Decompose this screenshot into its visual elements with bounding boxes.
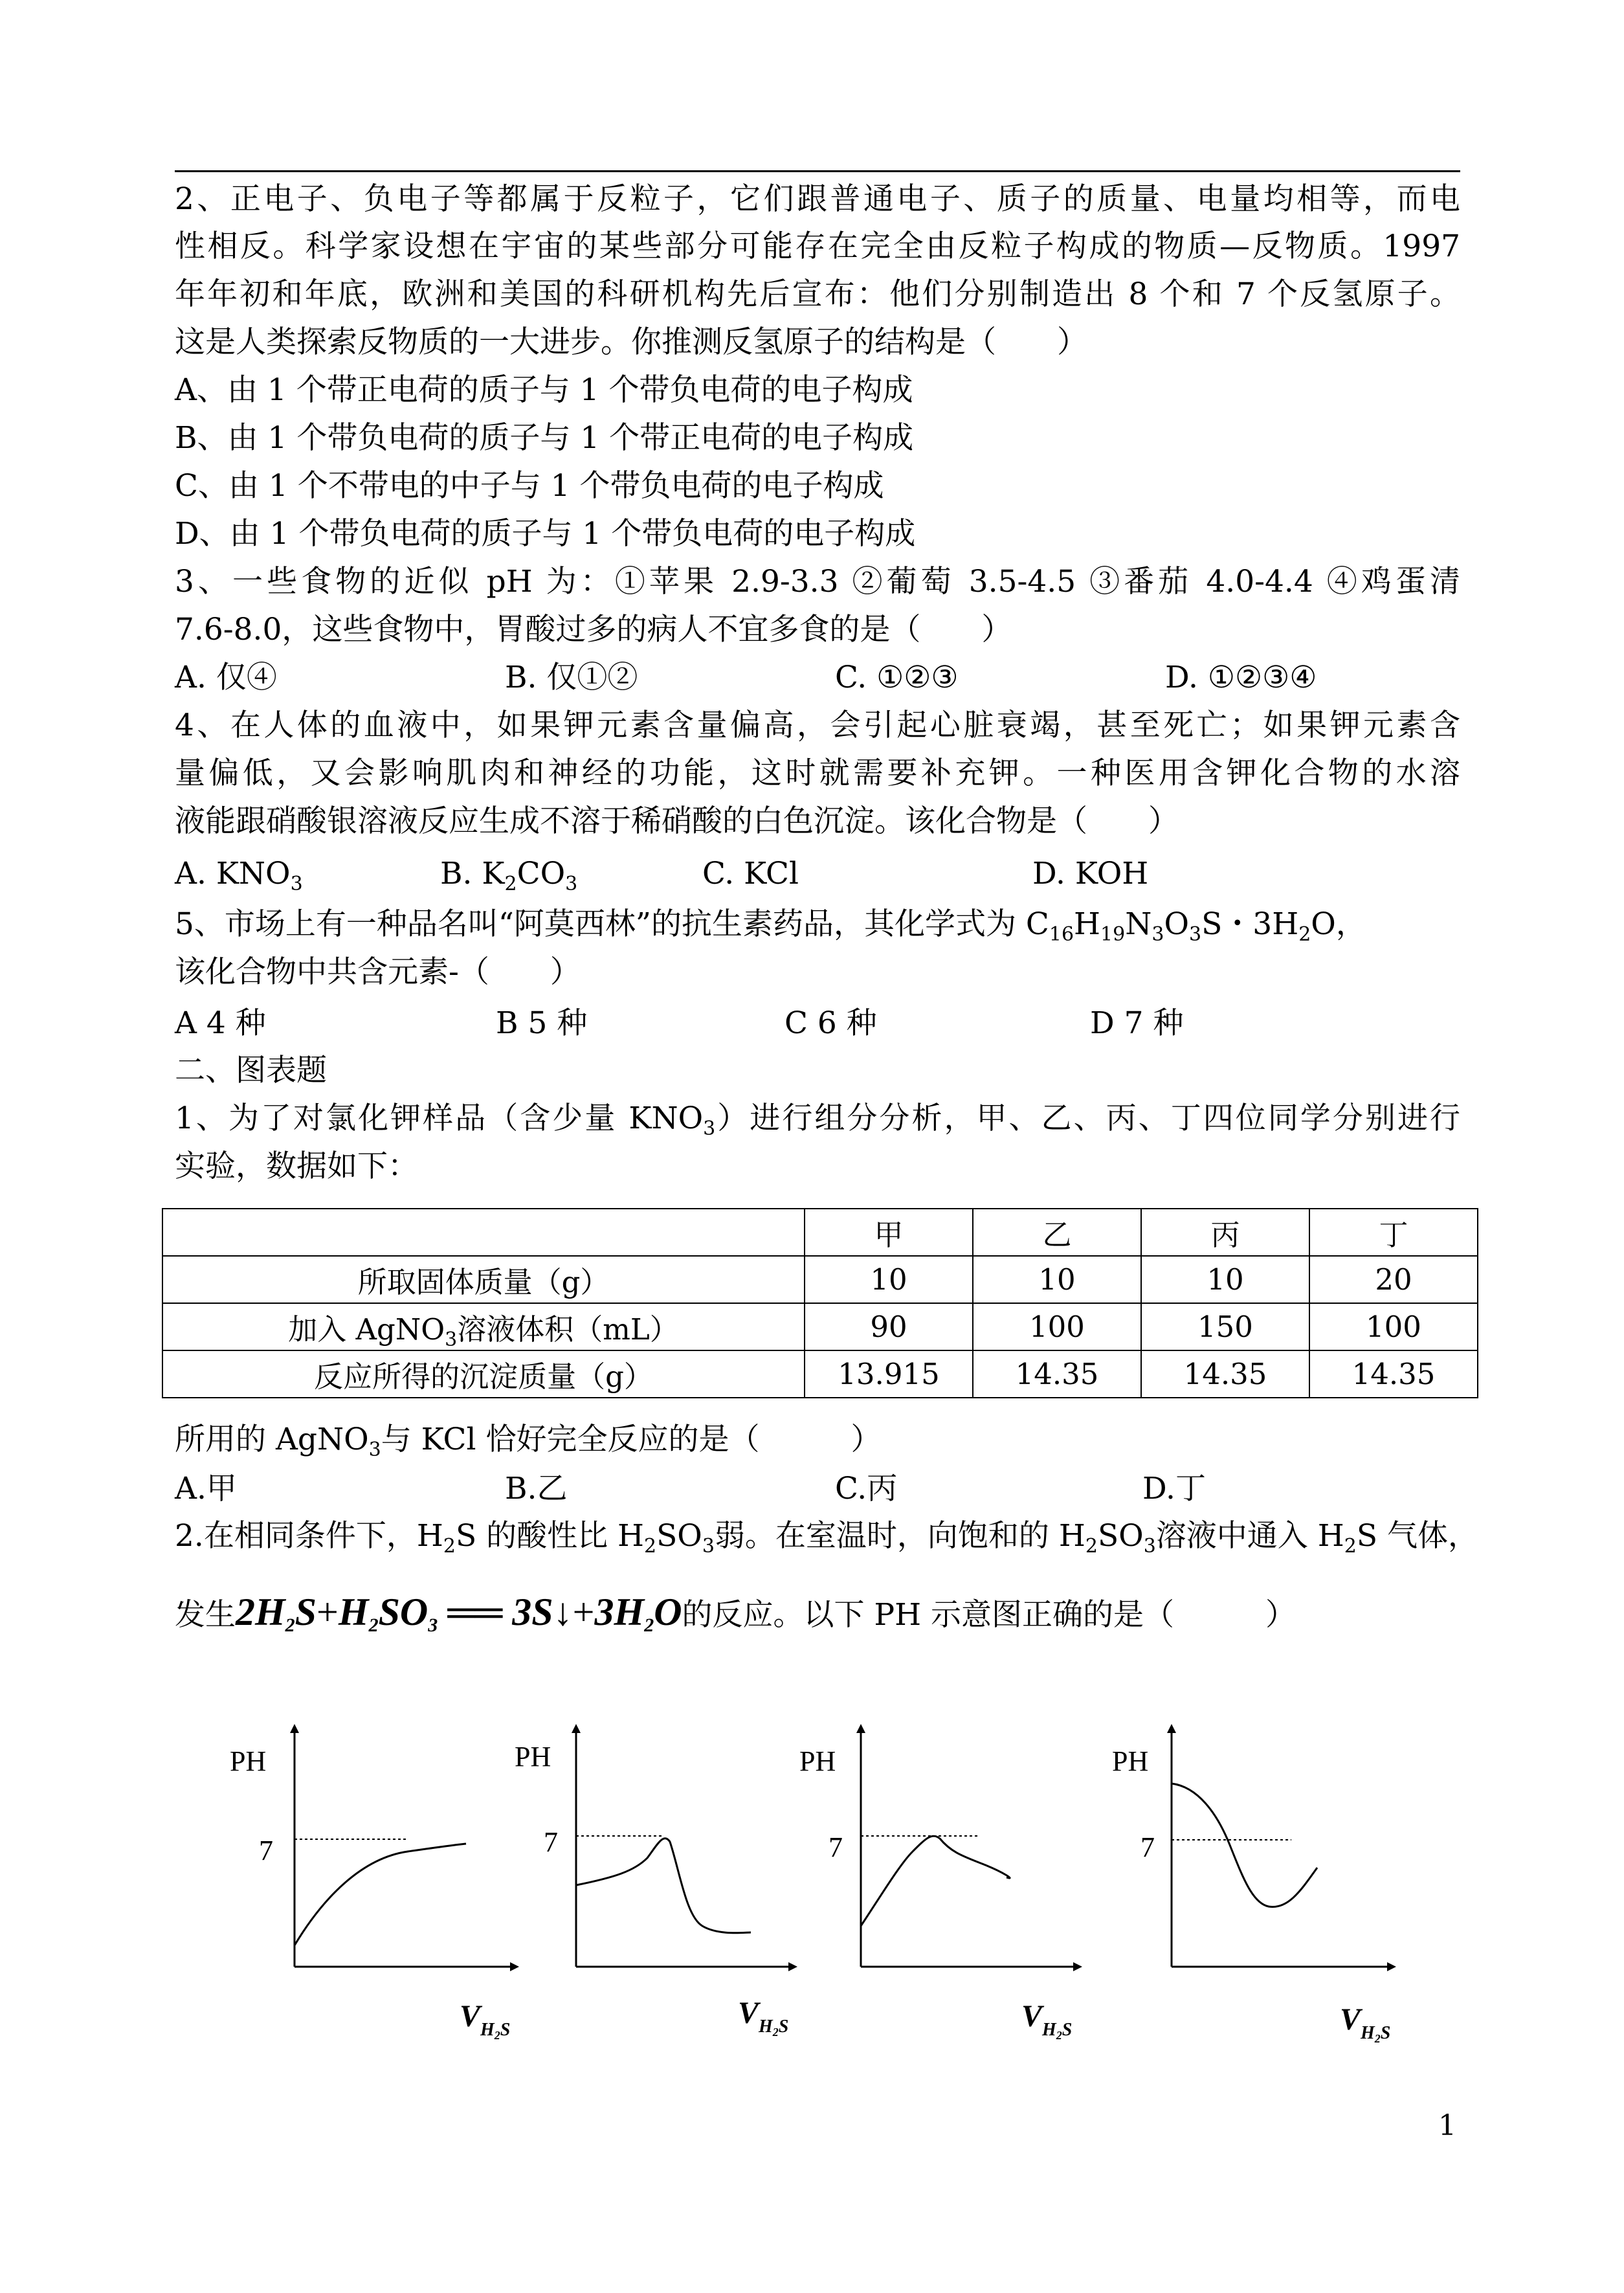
- table-cell: 反应所得的沉淀质量（g）: [162, 1350, 805, 1398]
- q2-line-1: 2、正电子、负电子等都属于反粒子，它们跟普通电子、质子的质量、电量均相等，而电: [175, 181, 1460, 217]
- q5-line-1: 5、市场上有一种品名叫“阿莫西林”的抗生素药品，其化学式为 $C_{16}H_{19}N_3O_3S$・$3H_2O$，: [175, 906, 1366, 946]
- q2-option-a: A、由 1 个带正电荷的质子与 1 个带负电荷的电子构成: [175, 372, 913, 408]
- table-cell: 10: [805, 1256, 973, 1303]
- q4-option-c: C. KCl: [702, 856, 799, 891]
- q4-line-2: 量偏低，又会影响肌肉和神经的功能，这时就需要补充钾。一种医用含钾化合物的水溶: [175, 755, 1460, 791]
- page-number: 1: [1438, 2109, 1456, 2142]
- q5-option-d: D 7 种: [1090, 1005, 1184, 1041]
- q3-option-d: D. ①②③④: [1165, 660, 1317, 695]
- q5-option-b: B 5 种: [496, 1005, 588, 1041]
- q4-option-b: B. $K_2CO_3$: [440, 856, 578, 895]
- table-row: [162, 1303, 1478, 1350]
- curve: [576, 1839, 751, 1933]
- table-cell: 所取固体质量（g）: [162, 1256, 805, 1303]
- table-cell: 10: [1141, 1256, 1309, 1303]
- q4-line-3: 液能跟硝酸银溶液反应生成不溶于稀硝酸的白色沉淀。该化合物是（ ）: [175, 803, 1179, 839]
- graph-a: [230, 1728, 515, 2042]
- q2-line-3: 年年初和年底，欧洲和美国的科研机构先后宣布：他们分别制造出 8 个和 7 个反氢原子。: [175, 276, 1460, 312]
- y-axis-label: PH: [515, 1741, 551, 1773]
- graph-d: [1112, 1728, 1392, 2045]
- ref-label: 7: [259, 1835, 273, 1866]
- table-header-row: [162, 1209, 1478, 1256]
- table-cell: 150: [1141, 1303, 1309, 1350]
- table-cell: 14.35: [1309, 1350, 1478, 1398]
- q4-option-d: D. KOH: [1032, 856, 1149, 891]
- table-header-cell: 甲: [805, 1209, 973, 1256]
- table-header-cell: 丙: [1141, 1209, 1309, 1256]
- q4-option-a: A. $KNO_3$: [175, 856, 303, 895]
- table-cell: 13.915: [805, 1350, 973, 1398]
- y-axis-label: PH: [1112, 1745, 1149, 1777]
- graph-c: [799, 1728, 1078, 2042]
- q2-option-d: D、由 1 个带负电荷的质子与 1 个带负电荷的电子构成: [175, 516, 916, 552]
- table-cell: 20: [1309, 1256, 1478, 1303]
- q3-line-2: 7.6-8.0，这些食物中，胃酸过多的病人不宜多食的是（ ）: [175, 612, 1012, 647]
- table-cell: 100: [1309, 1303, 1478, 1350]
- t1-option-a: A.甲: [175, 1471, 237, 1506]
- t1-option-d: D.丁: [1142, 1471, 1206, 1506]
- reaction-equation: $2H_2S+H_2SO_3$ ══ $3S↓+3H_2O$: [236, 1591, 682, 1636]
- curve: [861, 1836, 1010, 1926]
- table-header-cell: 丁: [1309, 1209, 1478, 1256]
- q2-option-b: B、由 1 个带负电荷的质子与 1 个带正电荷的电子构成: [175, 420, 914, 456]
- y-axis-label: PH: [230, 1745, 267, 1777]
- q2-line-4: 这是人类探索反物质的一大进步。你推测反氢原子的结构是（ ）: [175, 324, 1087, 360]
- t1-question: 所用的 AgNO$_3$与 KCl 恰好完全反应的是（ ）: [175, 1422, 882, 1461]
- table-cell: 90: [805, 1303, 973, 1350]
- section-title: 二、图表题: [175, 1053, 327, 1088]
- q3-option-a: A. 仅④: [175, 660, 277, 695]
- q2-line-2: 性相反。科学家设想在宇宙的某些部分可能存在完全由反粒子构成的物质—反物质。1997: [175, 229, 1460, 264]
- t1-line-1: 1、为了对氯化钾样品（含少量 $KNO_3$）进行组分分析，甲、乙、丙、丁四位同学分别进行: [175, 1101, 1460, 1140]
- t1-line-2: 实验，数据如下：: [175, 1148, 418, 1184]
- x-axis-label: $V_H2S$: [460, 1999, 511, 2042]
- q3-line-1: 3、一些食物的近似 pH 为：①苹果 2.9-3.3 ②葡萄 3.5-4.5 ③番茄 4.0-4.4 ④鸡蛋清: [175, 564, 1460, 599]
- q3-option-b: B. 仅①②: [505, 660, 638, 695]
- table-row: [162, 1256, 1478, 1303]
- x-axis-label: $V_H2S$: [738, 1996, 789, 2039]
- x-axis-label: $V_H2S$: [1340, 2002, 1391, 2045]
- t1-option-c: C.丙: [835, 1471, 898, 1506]
- curve: [1172, 1784, 1317, 1907]
- table-cell: 14.35: [1141, 1350, 1309, 1398]
- q4-line-1: 4、在人体的血液中，如果钾元素含量偏高，会引起心脏衰竭，甚至死亡；如果钾元素含: [175, 708, 1460, 743]
- table-cell: 加入 AgNO$_3$溶液体积（mL）: [162, 1303, 805, 1350]
- table-cell: 10: [973, 1256, 1141, 1303]
- curve: [295, 1844, 466, 1945]
- ph-graphs: [0, 1683, 1624, 2046]
- x-axis-label: $V_H2S$: [1021, 1999, 1073, 2042]
- table-header-cell: 乙: [973, 1209, 1141, 1256]
- q2-option-c: C、由 1 个不带电的中子与 1 个带负电荷的电子构成: [175, 468, 884, 504]
- ref-label: 7: [544, 1826, 558, 1858]
- data-table: [162, 1208, 1478, 1398]
- t2-line-2: 发生$2H_2S+H_2SO_3$ ══ $3S↓+3H_2O$的反应。以下 PH 示意图正确的是（ ）: [175, 1591, 1296, 1636]
- ref-label: 7: [1140, 1831, 1155, 1863]
- table-row: [162, 1350, 1478, 1398]
- t2-line-1: 2.在相同条件下，$H_2S$ 的酸性比 $H_2SO_3$弱。在室温时，向饱和的 $H_2SO_3$溶液中通入 $H_2S$ 气体，: [175, 1518, 1478, 1558]
- q5-option-a: A 4 种: [175, 1005, 266, 1041]
- graph-b: [515, 1728, 793, 2039]
- y-axis-label: PH: [799, 1745, 836, 1777]
- table-header-cell: [162, 1209, 805, 1256]
- t1-option-b: B.乙: [505, 1471, 568, 1506]
- table-cell: 100: [973, 1303, 1141, 1350]
- ref-label: 7: [829, 1831, 843, 1863]
- table-cell: 14.35: [973, 1350, 1141, 1398]
- q3-option-c: C. ①②③: [835, 660, 959, 695]
- header-rule: [175, 170, 1460, 172]
- q5-option-c: C 6 种: [784, 1005, 877, 1041]
- q5-line-2: 该化合物中共含元素-（ ）: [175, 954, 581, 990]
